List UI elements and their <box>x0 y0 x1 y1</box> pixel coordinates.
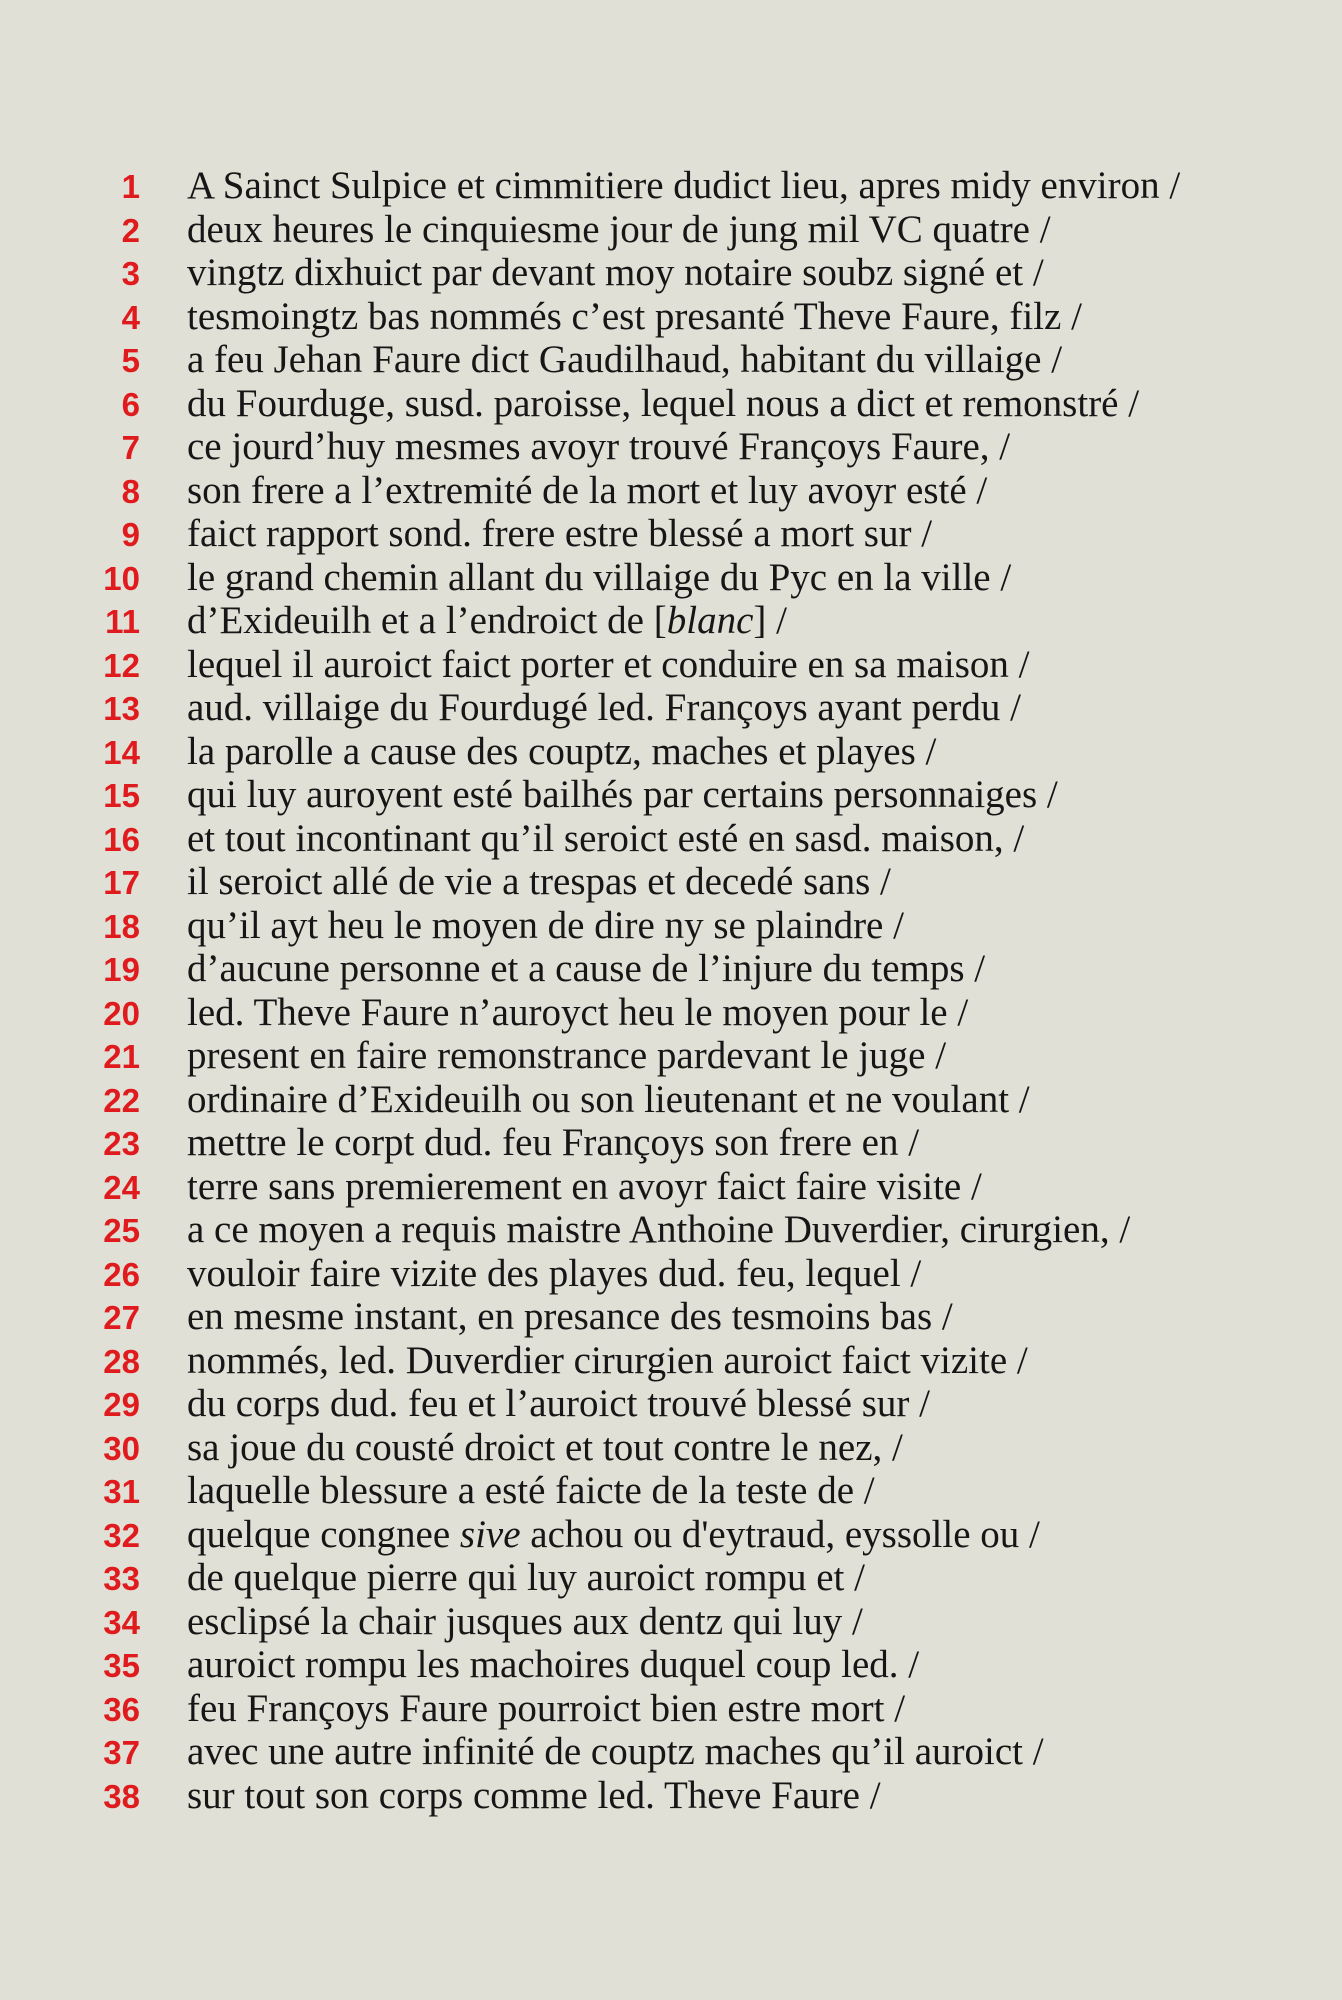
line-text <box>187 1687 905 1731</box>
line-text <box>187 686 1021 730</box>
line-text <box>187 1469 875 1513</box>
line-number: 32 <box>103 1516 140 1554</box>
line-text <box>187 1252 921 1296</box>
line-text <box>187 904 904 948</box>
line-text <box>187 1382 930 1426</box>
line-number: 4 <box>121 298 140 336</box>
line-number: 6 <box>121 385 140 423</box>
line-text <box>187 1600 863 1644</box>
document-line <box>0 512 1180 556</box>
document-line <box>0 208 1180 252</box>
document-line <box>0 1034 1180 1078</box>
line-number: 18 <box>103 907 140 945</box>
line-text-segment: vingtz dixhuict par devant moy notaire soubz signé et / <box>187 251 1044 294</box>
line-text <box>187 469 987 513</box>
line-text-segment: son frere a l’extremité de la mort et luy avoyr esté / <box>187 468 988 512</box>
document-line <box>0 1426 1180 1470</box>
line-text-segment: terre sans premierement en avoyr faict faire visite / <box>187 1164 982 1208</box>
line-number: 25 <box>103 1212 140 1249</box>
line-text-segment: qu’il ayt heu le moyen de dire ny se plaindre / <box>187 903 904 947</box>
line-text-segment: du corps dud. feu et l’auroict trouvé blessé sur / <box>187 1382 930 1425</box>
document-line <box>0 338 1180 382</box>
line-number: 22 <box>103 1081 140 1119</box>
document-line <box>0 1339 1180 1383</box>
line-number: 21 <box>103 1038 140 1075</box>
line-text <box>187 1165 982 1209</box>
line-text-segment: vouloir faire vizite des playes dud. feu, lequel / <box>187 1251 922 1295</box>
line-text <box>187 643 1030 687</box>
line-text-segment: qui luy auroyent esté bailhés par certains personnaiges / <box>187 773 1058 816</box>
document-line <box>0 1382 1180 1426</box>
line-text <box>187 991 968 1035</box>
line-number: 35 <box>103 1647 140 1684</box>
line-text-segment: feu Françoys Faure pourroict bien estre mort / <box>187 1686 906 1730</box>
document-line <box>0 425 1180 469</box>
line-text <box>187 860 891 904</box>
line-number: 2 <box>121 211 140 249</box>
line-number: 5 <box>121 342 140 379</box>
document-line <box>0 164 1180 208</box>
line-number: 37 <box>103 1734 140 1771</box>
line-text <box>187 1643 919 1687</box>
line-text-italic-segment: blanc <box>666 599 754 642</box>
line-number: 8 <box>121 472 140 510</box>
document-line <box>0 295 1180 339</box>
line-number: 28 <box>103 1342 140 1380</box>
line-text-segment: la parolle a cause des couptz, maches et playes / <box>187 729 937 773</box>
line-text <box>187 1208 1130 1252</box>
line-text-segment: A Sainct Sulpice et cimmitiere dudict lieu, apres midy environ / <box>187 164 1181 207</box>
line-text <box>187 1078 1030 1122</box>
document-line <box>0 469 1180 513</box>
document-line <box>0 1121 1180 1165</box>
document-line <box>0 904 1180 948</box>
document-line <box>0 556 1180 600</box>
line-text <box>187 1121 919 1165</box>
line-number: 29 <box>103 1386 140 1423</box>
line-text-segment: ] / <box>753 599 787 642</box>
line-text-segment: il seroict allé de vie a trespas et decedé sans / <box>187 860 891 903</box>
line-text-segment: present en faire remonstrance pardevant le juge / <box>187 1034 947 1077</box>
document-line <box>0 1774 1180 1818</box>
line-text-segment: a feu Jehan Faure dict Gaudilhaud, habitant du villaige / <box>187 338 1063 381</box>
line-text-segment: en mesme instant, en presance des tesmoins bas / <box>187 1295 953 1338</box>
line-text-segment: esclipsé la chair jusques aux dentz qui luy / <box>187 1599 863 1643</box>
line-number: 34 <box>103 1603 140 1641</box>
line-number: 10 <box>103 559 140 597</box>
line-text <box>187 817 1024 861</box>
line-number: 24 <box>103 1168 140 1206</box>
line-text <box>187 1513 1040 1557</box>
document-line <box>0 730 1180 774</box>
document-line <box>0 1687 1180 1731</box>
line-text <box>187 1426 903 1470</box>
line-text <box>187 1730 1044 1774</box>
line-text-segment: quelque congnee <box>187 1512 460 1556</box>
line-number: 27 <box>103 1299 140 1336</box>
line-text-segment: aud. villaige du Fourdugé led. Françoys ayant perdu / <box>187 686 1021 729</box>
line-number: 1 <box>121 168 140 205</box>
document-line <box>0 1469 1180 1513</box>
line-text <box>187 1556 865 1600</box>
line-text-segment: d’aucune personne et a cause de l’injure du temps / <box>187 947 986 990</box>
line-text <box>187 599 787 643</box>
line-text <box>187 1339 1028 1383</box>
document-line <box>0 1295 1180 1339</box>
line-text-segment: avec une autre infinité de couptz maches qu’il auroict / <box>187 1730 1044 1773</box>
line-number: 19 <box>103 951 140 988</box>
line-text-segment: auroict rompu les machoires duquel coup led. / <box>187 1643 920 1686</box>
line-text-segment: sur tout son corps comme led. Theve Faure / <box>187 1773 881 1817</box>
line-number: 13 <box>103 690 140 727</box>
line-text <box>187 425 1010 469</box>
line-text-segment: ordinaire d’Exideuilh ou son lieutenant et ne voulant / <box>187 1077 1030 1121</box>
document-line <box>0 991 1180 1035</box>
line-number: 3 <box>121 255 140 292</box>
line-text <box>187 295 1082 339</box>
line-number: 16 <box>103 820 140 858</box>
document-line <box>0 817 1180 861</box>
document-line <box>0 599 1180 643</box>
line-number: 11 <box>105 603 140 640</box>
line-text-segment: achou ou d'eytraud, eyssolle ou / <box>520 1512 1040 1556</box>
line-text-segment: tesmoingtz bas nommés c’est presanté Theve Faure, filz / <box>187 294 1082 338</box>
line-text-segment: deux heures le cinquiesme jour de jung mil VC quatre / <box>187 207 1051 251</box>
line-text <box>187 947 985 991</box>
line-text-segment: ce jourd’huy mesmes avoyr trouvé Françoys Faure, / <box>187 425 1011 468</box>
document-line <box>0 1513 1180 1557</box>
line-number: 17 <box>103 864 140 901</box>
document-line <box>0 1643 1180 1687</box>
line-text-segment: faict rapport sond. frere estre blessé a mort sur / <box>187 512 933 555</box>
transcription-lines <box>0 164 1180 1817</box>
line-text-segment: nommés, led. Duverdier cirurgien auroict faict vizite / <box>187 1338 1028 1382</box>
line-text-segment: sa joue du cousté droict et tout contre le nez, / <box>187 1425 903 1469</box>
line-number: 26 <box>103 1255 140 1293</box>
line-text <box>187 1034 946 1078</box>
line-text-segment: d’Exideuilh et a l’endroict de [ <box>187 599 667 642</box>
document-line <box>0 686 1180 730</box>
line-number: 7 <box>121 429 140 466</box>
line-text-italic-segment: sive <box>459 1512 521 1556</box>
line-number: 12 <box>103 646 140 684</box>
line-text-segment: mettre le corpt dud. feu Françoys son frere en / <box>187 1121 920 1164</box>
document-line <box>0 773 1180 817</box>
line-number: 9 <box>121 516 140 553</box>
line-text <box>187 208 1051 252</box>
line-text <box>187 1295 953 1339</box>
line-text-segment: le grand chemin allant du villaige du Pyc en la ville / <box>187 555 1012 599</box>
document-line <box>0 382 1180 426</box>
line-text <box>187 730 936 774</box>
line-text <box>187 773 1058 817</box>
document-line <box>0 860 1180 904</box>
line-number: 23 <box>103 1125 140 1162</box>
line-number: 15 <box>103 777 140 814</box>
document-line <box>0 1730 1180 1774</box>
line-text-segment: du Fourduge, susd. paroisse, lequel nous a dict et remonstré / <box>187 381 1140 425</box>
line-text <box>187 251 1044 295</box>
line-text-segment: lequel il auroict faict porter et conduire en sa maison / <box>187 642 1030 686</box>
line-text-segment: a ce moyen a requis maistre Anthoine Duverdier, cirurgien, / <box>187 1208 1131 1251</box>
document-line <box>0 1165 1180 1209</box>
line-text-segment: led. Theve Faure n’auroyct heu le moyen pour le / <box>187 990 969 1034</box>
document-line <box>0 643 1180 687</box>
document-line <box>0 251 1180 295</box>
line-text-segment: et tout incontinant qu’il seroict esté en sasd. maison, / <box>187 816 1025 860</box>
line-number: 33 <box>103 1560 140 1597</box>
line-text-segment: laquelle blessure a esté faicte de la teste de / <box>187 1469 875 1512</box>
line-text <box>187 556 1011 600</box>
line-number: 20 <box>103 994 140 1032</box>
document-line <box>0 1078 1180 1122</box>
line-number: 36 <box>103 1690 140 1728</box>
line-text <box>187 512 932 556</box>
line-text <box>187 338 1062 382</box>
line-number: 14 <box>103 733 140 771</box>
line-number: 31 <box>103 1473 140 1510</box>
line-number: 30 <box>103 1429 140 1467</box>
document-line <box>0 947 1180 991</box>
line-text <box>187 1774 881 1818</box>
line-text <box>187 164 1180 208</box>
document-line <box>0 1600 1180 1644</box>
line-text <box>187 382 1139 426</box>
document-line <box>0 1208 1180 1252</box>
document-line <box>0 1252 1180 1296</box>
line-text-segment: de quelque pierre qui luy auroict rompu et / <box>187 1556 865 1599</box>
line-number: 38 <box>103 1777 140 1815</box>
document-line <box>0 1556 1180 1600</box>
